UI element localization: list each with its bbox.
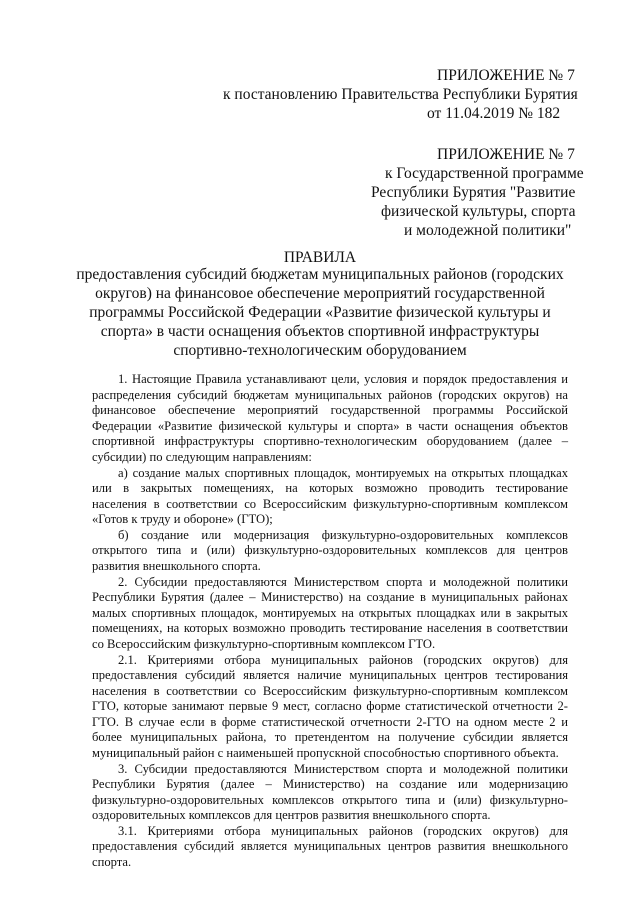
- body-line: развития внешкольного спорта.: [92, 559, 261, 573]
- body-line: Республики Бурятия (далее – Министерство) на создание в муниципальных районах: [92, 590, 568, 604]
- body-line: населения в соответствии со Всероссийским физкультурно-спортивным комплексом: [92, 497, 568, 511]
- appendix-line-date: от 11.04.2019 № 182: [427, 105, 561, 122]
- body-line: 1. Настоящие Правила устанавливают цели, условия и порядок предоставления и: [118, 372, 568, 386]
- appendix-line-resolution: к постановлению Правительства Республики Бурятия: [223, 86, 578, 103]
- body-line: оздоровительных комплексов для центров развития внешкольного спорта.: [92, 808, 491, 822]
- program-line-4: и молодежной политики": [404, 222, 572, 239]
- body-line: предоставления субсидий является наличие муниципальных центров тестирования: [92, 668, 568, 682]
- rules-subtitle-line: программы Российской Федерации «Развитие физической культуры и: [89, 304, 551, 321]
- program-line-3: физической культуры, спорта: [381, 203, 576, 220]
- body-line: со Всероссийским физкультурно-спортивным комплексом ГТО.: [92, 637, 436, 651]
- body-line: физкультурно-оздоровительных комплексов открытого типа и (или) физкультурно-: [92, 793, 568, 807]
- body-line: более муниципальных района, то претендентом на получение субсидии является: [92, 730, 568, 744]
- rules-subtitle-line: спорта» в части оснащения объектов спортивной инфраструктуры: [100, 323, 540, 340]
- body-line: малых спортивных площадок, монтируемых на открытых площадках или в закрытых: [92, 606, 568, 620]
- body-line: а) создание малых спортивных площадок, монтируемых на открытых площадках: [118, 466, 568, 480]
- rules-subtitle-line: спортивно-технологическим оборудованием: [173, 342, 467, 359]
- body-line: ГТО. В случае если в форме статистической отчетности 2-ГТО на одном месте 2 и: [92, 715, 568, 729]
- body-line: 3. Субсидии предоставляются Министерством спорта и молодежной политики: [118, 762, 568, 776]
- body-line: финансовое обеспечение мероприятий государственной программы Российской: [92, 403, 568, 417]
- program-line-1: к Государственной программе: [385, 165, 584, 182]
- appendix-title-2: ПРИЛОЖЕНИЕ № 7: [437, 146, 575, 163]
- body-line: муниципальный район с наименьшей пропускной способностью спортивного объекта.: [92, 746, 559, 760]
- body-line: Федерации «Развитие физической культуры и спорта» в части оснащения объектов: [92, 419, 568, 433]
- body-line: спортивной инфраструктуры спортивно-технологическим оборудованием (далее –: [92, 434, 568, 448]
- body-line: открытого типа и (или) физкультурно-оздоровительных комплексов для центров: [92, 543, 568, 557]
- body-line: населения в соответствии со Всероссийским физкультурно-спортивным комплексом: [92, 684, 568, 698]
- body-line: 3.1. Критериями отбора муниципальных районов (городских округов) для: [118, 824, 568, 838]
- body-line: помещениях, на которых возможно проводить тестирование населения в соответствии: [92, 621, 568, 635]
- program-line-2: Республики Бурятия "Развитие: [371, 184, 576, 201]
- body-line: Республики Бурятия (далее – Министерство) на создание или модернизацию: [92, 777, 568, 791]
- body-line: или в закрытых помещениях, на которых возможно проводить тестирование: [92, 481, 568, 495]
- rules-subtitle-line: округов) на финансовое обеспечение мероприятий государственной: [95, 285, 545, 302]
- body-line: субсидии) по следующим направлениям:: [92, 450, 312, 464]
- body-line: ГТО, которые занимают первые 9 мест, согласно форме статистической отчетности 2-: [92, 699, 568, 713]
- body-line: распределения субсидий бюджетам муниципальных районов (городских округов) на: [92, 388, 568, 402]
- body-line: б) создание или модернизация физкультурно-оздоровительных комплексов: [118, 528, 568, 542]
- rules-subtitle-line: предоставления субсидий бюджетам муниципальных районов (городских: [76, 266, 564, 283]
- body-line: «Готов к труду и обороне» (ГТО);: [92, 512, 273, 526]
- appendix-title-1: ПРИЛОЖЕНИЕ № 7: [437, 67, 575, 84]
- body-line: спорта.: [92, 855, 132, 869]
- body-line: предоставления субсидий является муниципальных центров развития внешкольного: [92, 839, 568, 853]
- body-line: 2.1. Критериями отбора муниципальных районов (городских округов) для: [118, 653, 568, 667]
- rules-heading: ПРАВИЛА: [283, 249, 357, 266]
- body-line: 2. Субсидии предоставляются Министерством спорта и молодежной политики: [118, 575, 568, 589]
